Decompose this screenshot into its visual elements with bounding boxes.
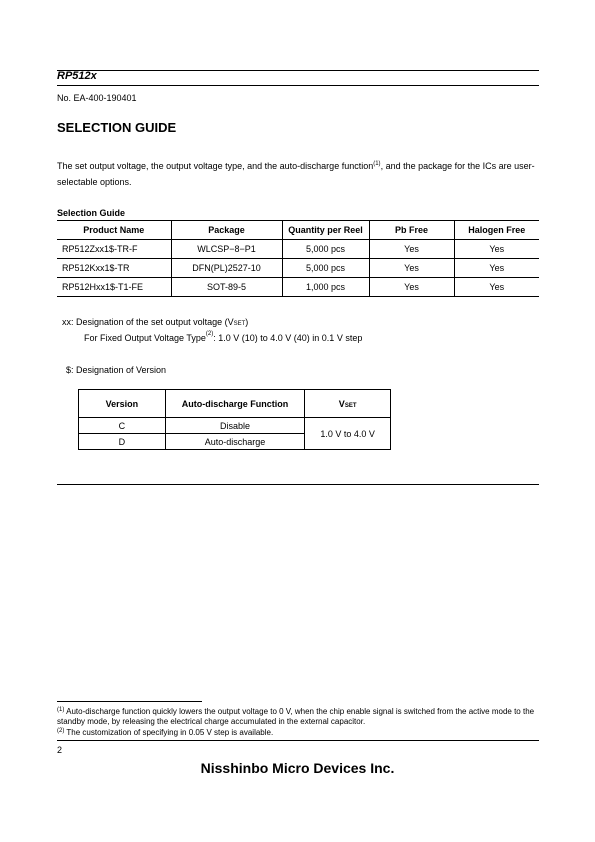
vset-label: V <box>338 398 345 409</box>
header-bottom-rule <box>57 85 539 86</box>
header-top-rule <box>57 70 539 71</box>
section-end-rule <box>57 484 539 485</box>
product-name-cell: RP512Zxx1$-TR-F <box>57 240 171 259</box>
column-header: Halogen Free <box>454 221 539 240</box>
version-cell: C <box>79 418 166 434</box>
column-header: Pb Free <box>369 221 454 240</box>
vset-subscript: SET <box>233 321 246 327</box>
column-header: Package <box>171 221 282 240</box>
column-header-vset <box>305 390 391 418</box>
footnote-1 <box>57 707 542 727</box>
column-header: Quantity per Reel <box>282 221 369 240</box>
package-cell: SOT-89-5 <box>171 278 282 297</box>
intro-paragraph <box>57 158 542 190</box>
pb-free-cell: Yes <box>369 259 454 278</box>
halogen-free-cell: Yes <box>454 259 539 278</box>
product-name-cell: RP512Kxx1$-TR <box>57 259 171 278</box>
package-cell: WLCSP−8−P1 <box>171 240 282 259</box>
section-heading: SELECTION GUIDE <box>57 120 177 135</box>
page-number: 2 <box>57 745 63 755</box>
table-header-row <box>57 221 539 240</box>
table-row <box>79 418 391 434</box>
selection-guide-caption: Selection Guide <box>57 208 126 218</box>
footnote-text: The customization of specifying in 0.05 V step is available. <box>64 728 274 737</box>
vset-range-cell: 1.0 V to 4.0 V <box>305 418 391 450</box>
fixed-note-text: For Fixed Output Voltage Type <box>84 333 206 343</box>
footnote-ref-1: (1) <box>373 161 381 167</box>
version-cell: D <box>79 434 166 450</box>
table-header-row <box>79 390 391 418</box>
table-row <box>57 240 539 259</box>
fixed-voltage-note <box>84 333 362 343</box>
table-row <box>57 259 539 278</box>
footnote-2 <box>57 728 542 738</box>
product-name-cell: RP512Hxx1$-T1-FE <box>57 278 171 297</box>
selection-guide-table <box>57 220 539 297</box>
pb-free-cell: Yes <box>369 278 454 297</box>
auto-discharge-cell: Disable <box>165 418 305 434</box>
intro-text: The set output voltage, the output voltage type, and the auto-discharge function <box>57 161 374 171</box>
halogen-free-cell: Yes <box>454 278 539 297</box>
version-table <box>78 389 391 450</box>
version-designation-note: $: Designation of Version <box>66 365 167 375</box>
auto-discharge-cell: Auto-discharge <box>165 434 305 450</box>
footnote-ref-2: (2) <box>205 331 214 337</box>
footer-rule <box>57 740 539 741</box>
footnote-separator <box>57 701 202 702</box>
column-header: Product Name <box>57 221 171 240</box>
company-name: Nisshinbo Micro Devices Inc. <box>200 760 395 776</box>
intro-text-end: , and the package for the ICs are user-selectable options. <box>57 161 535 187</box>
xx-note-text: xx: Designation of the set output voltage (V <box>62 317 234 327</box>
package-cell: DFN(PL)2527-10 <box>171 259 282 278</box>
document-number: No. EA-400-190401 <box>57 93 137 103</box>
quantity-cell: 5,000 pcs <box>282 259 369 278</box>
xx-note-end: ) <box>245 317 249 327</box>
xx-designation-note <box>62 317 248 327</box>
table-row <box>57 278 539 297</box>
vset-subscript: SET <box>344 402 357 409</box>
halogen-free-cell: Yes <box>454 240 539 259</box>
footnote-marker: (2) <box>57 728 65 734</box>
footnote-marker: (1) <box>57 707 65 713</box>
pb-free-cell: Yes <box>369 240 454 259</box>
footnote-text: Auto-discharge function quickly lowers the output voltage to 0 V, when the chip enable signal is switched from the active mode to the standby mode, by releasing the electrical charge accumulated in the external capacitor. <box>57 707 535 726</box>
quantity-cell: 5,000 pcs <box>282 240 369 259</box>
column-header: Version <box>79 390 166 418</box>
document-title: RP512x <box>57 70 97 82</box>
fixed-note-end: : 1.0 V (10) to 4.0 V (40) in 0.1 V step <box>213 333 363 343</box>
column-header: Auto-discharge Function <box>165 390 305 418</box>
quantity-cell: 1,000 pcs <box>282 278 369 297</box>
